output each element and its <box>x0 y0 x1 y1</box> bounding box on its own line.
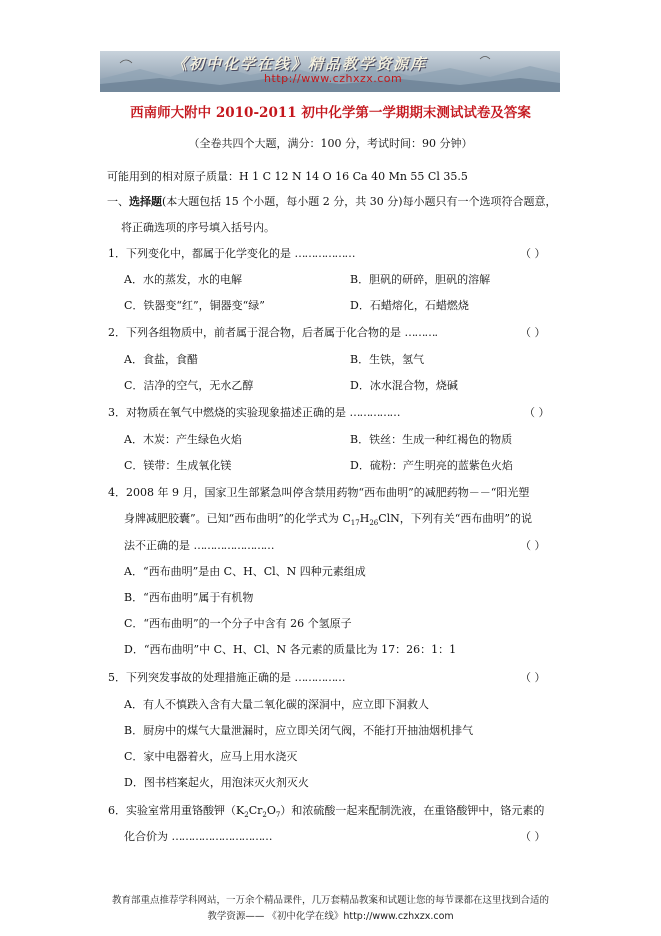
question-3-text: 3．对物质在氧气中燃烧的实验现象描述正确的是 <box>108 406 346 419</box>
question-6-text-rest: ）和浓硫酸一起来配制洗液，在重铬酸钾中，铬元素的 <box>280 804 545 817</box>
section-title: 选择题 <box>129 195 162 208</box>
question-5-answer-blank: （ ） <box>520 671 546 684</box>
question-3-option-d: D．硫粉：产生明亮的蓝紫色火焰 <box>350 459 513 472</box>
question-5-stem <box>108 669 345 685</box>
question-1-option-b: B．胆矾的研碎，胆矾的溶解 <box>350 273 491 286</box>
question-4-line-2-rest: ClN，下列有关“西布曲明”的说 <box>378 512 533 525</box>
question-2-text: 2．下列各组物质中，前者属于混合物，后者属于化合物的是 <box>108 326 401 339</box>
banner-image <box>100 51 560 92</box>
question-6-dots: ………………………… <box>171 830 272 843</box>
question-4-line-2 <box>124 510 532 527</box>
question-5-option-c: C．家中电器着火，应马上用水浇灭 <box>124 750 298 763</box>
footer-line-2: 教学资源—— 《初中化学在线》http://www.czhxzx.com <box>207 911 454 922</box>
section-prefix: 一、 <box>107 195 129 208</box>
question-4-dots: …………………… <box>193 539 274 552</box>
question-4-answer-blank: （ ） <box>520 539 546 552</box>
question-4-line-1: 4．2008 年 9 月，国家卫生部紧急叫停含禁用药物“西布曲明”的减肥药物－－“阳光塑 <box>108 486 530 499</box>
formula-subscript: 7 <box>275 811 281 820</box>
question-1-text: 1．下列变化中，都属于化学变化的是 <box>108 247 291 260</box>
question-5-option-d: D．图书档案起火，用泡沫灭火剂灭火 <box>124 776 309 789</box>
formula-subscript: 26 <box>369 519 379 528</box>
formula-subscript: 2 <box>244 811 249 820</box>
question-5-dots: …………… <box>294 671 345 684</box>
question-6-line-2-text: 化合价为 <box>124 830 168 843</box>
question-2-option-d: D．冰水混合物，烧碱 <box>350 379 458 392</box>
question-2-dots: ………. <box>404 326 437 339</box>
question-2-stem <box>108 324 437 340</box>
exam-info: （全卷共四个大题，满分：100 分，考试时间：90 分钟） <box>188 137 473 150</box>
formula-element: Cr <box>248 804 263 817</box>
atomic-mass-line: 可能用到的相对原子质量：H 1 C 12 N 14 O 16 Ca 40 Mn 55 Cl 35.5 <box>107 170 468 183</box>
question-4-line-3-text: 法不正确的是 <box>124 539 190 552</box>
question-3-option-a: A．木炭：产生绿色火焰 <box>124 433 242 446</box>
question-6-line-1 <box>108 802 544 819</box>
question-6-text: 6．实验室常用重铬酸钾（K <box>108 804 245 817</box>
section-instructions: (本大题包括 15 个小题，每小题 2 分，共 30 分)每小题只有一个选项符合题意， <box>162 195 557 208</box>
question-5-text: 5．下列突发事故的处理措施正确的是 <box>108 671 291 684</box>
question-4-line-2-text: 身牌减肥胶囊”。已知“西布曲明”的化学式为 C <box>124 512 351 525</box>
question-6-line-2 <box>124 828 272 844</box>
question-5-option-a: A．有人不慎跌入含有大量二氧化碳的深洞中，应立即下洞救人 <box>124 698 429 711</box>
question-6-answer-blank: （ ） <box>520 830 546 843</box>
question-1-answer-blank: （ ） <box>520 247 546 260</box>
question-3-option-b: B．铁丝：生成一种红褐色的物质 <box>350 433 513 446</box>
question-5-option-b: B．厨房中的煤气大量泄漏时，应立即关闭气阀，不能打开抽油烟机排气 <box>124 724 474 737</box>
formula-subscript: 2 <box>262 811 267 820</box>
question-4-option-b: B．“西布曲明”属于有机物 <box>124 591 254 604</box>
banner-url[interactable]: http://www.czhxzx.com <box>264 72 403 85</box>
question-1-dots: ……………… <box>294 247 355 260</box>
question-2-option-b: B．生铁，氢气 <box>350 353 425 366</box>
question-2-option-c: C．洁净的空气，无水乙醇 <box>124 379 254 392</box>
question-4-option-d: D．“西布曲明”中 C、H、Cl、N 各元素的质量比为 17：26：1：1 <box>124 643 457 656</box>
question-1-option-c: C．铁器变“红”，铜器变“绿” <box>124 299 265 312</box>
formula-element: H <box>359 512 370 525</box>
formula-subscript: 17 <box>350 519 360 528</box>
question-2-answer-blank: （ ） <box>520 326 546 339</box>
document-title: 西南师大附中 2010-2011 初中化学第一学期期末测试试卷及答案 <box>130 105 531 121</box>
question-2-option-a: A．食盐，食醋 <box>124 353 198 366</box>
question-1-stem <box>108 245 355 261</box>
question-4-option-c: C．“西布曲明”的一个分子中含有 26 个氢原子 <box>124 617 352 630</box>
question-1-option-d: D．石蜡熔化，石蜡燃烧 <box>350 299 469 312</box>
question-3-stem <box>108 404 400 420</box>
question-1-option-a: A．水的蒸发，水的电解 <box>124 273 242 286</box>
question-3-dots: …………… <box>349 406 400 419</box>
question-4-option-a: A．“西布曲明”是由 C、H、Cl、N 四种元素组成 <box>124 565 366 578</box>
question-3-option-c: C．镁带：生成氧化镁 <box>124 459 232 472</box>
question-3-answer-blank: （ ） <box>524 406 550 419</box>
banner-title: 《初中化学在线》精品教学资源库 <box>172 55 428 73</box>
section-instructions-cont: 将正确选项的序号填入括号内。 <box>121 221 275 234</box>
section-heading <box>107 193 557 209</box>
formula-element: O <box>266 804 276 817</box>
question-4-line-3 <box>124 537 274 553</box>
footer-line-1: 教育部重点推荐学科网站，一万余个精品课件，几万套精品教案和试题让您的每节课都在这里找到合适的 <box>111 895 549 906</box>
